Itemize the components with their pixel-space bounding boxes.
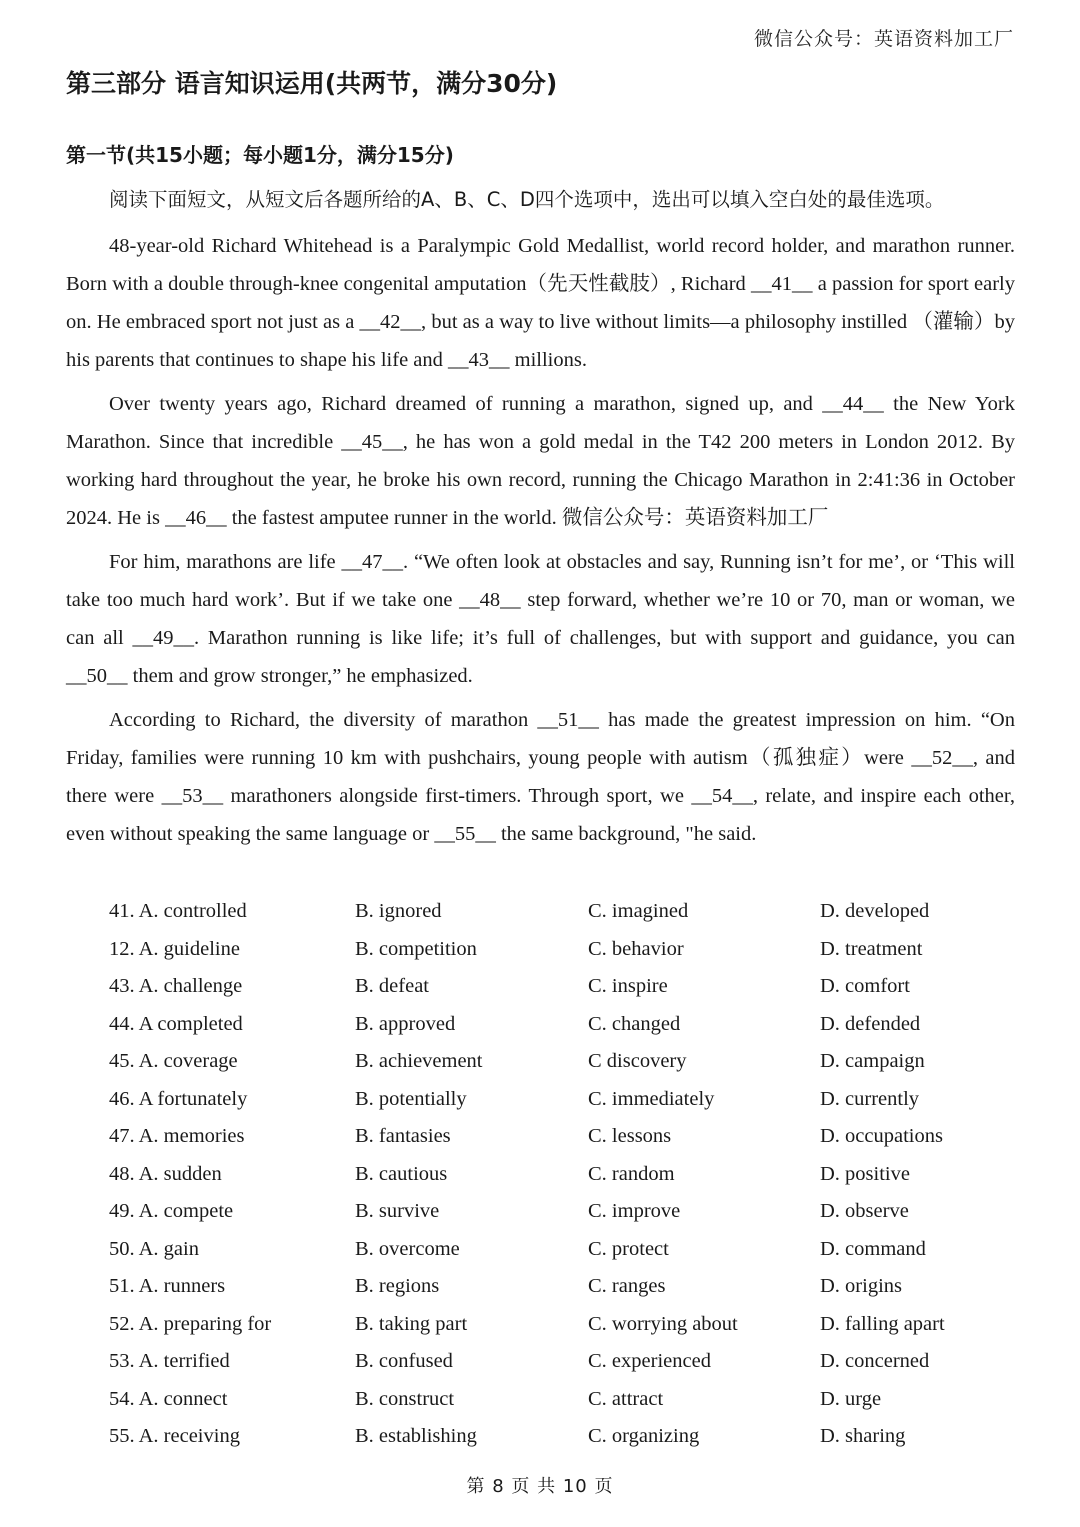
option-c: C. immediately (588, 1087, 715, 1110)
option-b: B. cautious (355, 1162, 448, 1185)
passage-paragraph-1: 48-year-old Richard Whitehead is a Paralympic Gold Medallist, world record holder, and marathon runner. Born with a double through-knee congenital amputation（先天性截肢）, Richard __41__ a passion for sport early on. He embraced sport not just as a __42__, but as a way to live without limits—a philosophy instilled （灌输）by his parents that continues to shape his life and __43__ millions. (66, 235, 1015, 371)
option-a: 52. A. preparing for (109, 1312, 272, 1335)
option-b: B. establishing (355, 1425, 477, 1447)
passage-paragraph-4: According to Richard, the diversity of marathon __51__ has made the greatest impression on him. “On Friday, families were running 10 km with pushchairs, young people with autism（孤独症）were __52__, and there were __53__ marathoners alongside first-timers. Through sport, we __54__, relate, and inspire each other, even without speaking the same language or __55__ the same background, "he said. (66, 709, 1015, 845)
options-row (109, 1006, 1015, 1044)
option-a: 46. A fortunately (109, 1087, 248, 1110)
option-d: D. currently (820, 1087, 920, 1110)
option-b: B. competition (355, 937, 477, 960)
option-a: 43. A. challenge (109, 975, 243, 997)
options-row (109, 1156, 1015, 1194)
option-b: B. taking part (355, 1312, 468, 1335)
option-b: B. achievement (355, 1050, 483, 1072)
options-row (109, 1306, 1015, 1344)
header-watermark: 微信公众号：英语资料加工厂 (753, 28, 1014, 50)
option-a: 12. A. guideline (109, 937, 240, 960)
option-b: B. overcome (355, 1237, 460, 1260)
option-a: 50. A. gain (109, 1237, 199, 1260)
option-d: D. urge (820, 1387, 882, 1410)
option-c: C. changed (588, 1012, 681, 1035)
option-d: D. concerned (820, 1350, 930, 1372)
option-b: B. approved (355, 1012, 456, 1035)
option-c: C. improve (588, 1200, 681, 1222)
options-row (109, 1231, 1015, 1269)
option-a: 41. A. controlled (109, 900, 247, 922)
option-d: D. origins (820, 1275, 902, 1297)
option-c: C. random (588, 1162, 675, 1185)
option-d: D. campaign (820, 1050, 925, 1072)
options-row (109, 968, 1015, 1006)
option-a: 44. A completed (109, 1012, 243, 1035)
options-row (109, 1193, 1015, 1231)
option-a: 55. A. receiving (109, 1425, 240, 1447)
option-d: D. command (820, 1237, 926, 1260)
option-b: B. survive (355, 1200, 440, 1222)
option-c: C. lessons (588, 1125, 672, 1147)
options-row (109, 1268, 1015, 1306)
option-c: C. attract (588, 1387, 664, 1410)
option-c: C. worrying about (588, 1312, 738, 1335)
instruction-text: 阅读下面短文，从短文后各题所给的A、B、C、D四个选项中，选出可以填入空白处的最佳选项。 (109, 188, 945, 211)
option-a: 53. A. terrified (109, 1350, 230, 1372)
passage-paragraph-3: For him, marathons are life __47__. “We often look at obstacles and say, Running isn’t for me’, or ‘This will take too much hard work’. But if we take one __48__ step forward, whether we’re 10 or 70, man or woman, we can all __49__. Marathon running is like life; it’s full of challenges, but with support and guidance, you can __50__ them and grow stronger,” he emphasized. (66, 551, 1015, 687)
options-row (109, 893, 1015, 931)
options-row (109, 1343, 1015, 1381)
options-row (109, 1081, 1015, 1119)
option-a: 49. A. compete (109, 1200, 234, 1222)
options-row (109, 1381, 1015, 1419)
option-d: D. falling apart (820, 1312, 945, 1335)
option-b: B. regions (355, 1275, 440, 1297)
option-c: C discovery (588, 1050, 687, 1072)
option-d: D. defended (820, 1012, 921, 1035)
option-d: D. observe (820, 1200, 909, 1222)
option-a: 54. A. connect (109, 1387, 228, 1410)
option-c: C. behavior (588, 937, 684, 960)
option-c: C. inspire (588, 975, 668, 997)
option-d: D. comfort (820, 975, 910, 997)
option-d: D. treatment (820, 937, 923, 960)
option-d: D. developed (820, 900, 930, 922)
option-a: 51. A. runners (109, 1275, 226, 1297)
options-row (109, 1418, 1015, 1456)
option-a: 47. A. memories (109, 1125, 245, 1147)
option-b: B. construct (355, 1387, 455, 1410)
option-c: C. experienced (588, 1350, 711, 1372)
part-title: 第三部分 语言知识运用(共两节，满分30分) (66, 69, 558, 98)
passage-body (66, 178, 1015, 853)
section-title: 第一节(共15小题；每小题1分，满分15分) (66, 143, 454, 167)
option-d: D. sharing (820, 1425, 906, 1447)
option-b: B. confused (355, 1350, 453, 1372)
option-b: B. potentially (355, 1087, 467, 1110)
options-list (109, 893, 1015, 1456)
option-c: C. ranges (588, 1275, 666, 1297)
options-row (109, 1118, 1015, 1156)
options-row (109, 1043, 1015, 1081)
option-b: B. ignored (355, 900, 442, 922)
option-d: D. occupations (820, 1125, 943, 1147)
option-c: C. protect (588, 1237, 669, 1260)
option-a: 45. A. coverage (109, 1050, 238, 1072)
option-b: B. fantasies (355, 1125, 451, 1147)
page-number: 第 8 页 共 10 页 (466, 1476, 614, 1497)
option-c: C. organizing (588, 1425, 700, 1447)
option-c: C. imagined (588, 900, 689, 922)
option-b: B. defeat (355, 975, 429, 997)
options-row (109, 931, 1015, 969)
option-d: D. positive (820, 1162, 910, 1185)
option-a: 48. A. sudden (109, 1162, 222, 1185)
passage-paragraph-2: Over twenty years ago, Richard dreamed of running a marathon, signed up, and __44__ the New York Marathon. Since that incredible __45__, he has won a gold medal in the T42 200 meters in London 2012. By working hard throughout the year, he broke his own record, running the Chicago Marathon in 2:41:36 in October 2024. He is __46__ the fastest amputee runner in the world. 微信公众号：英语资料加工厂 (66, 393, 1015, 529)
